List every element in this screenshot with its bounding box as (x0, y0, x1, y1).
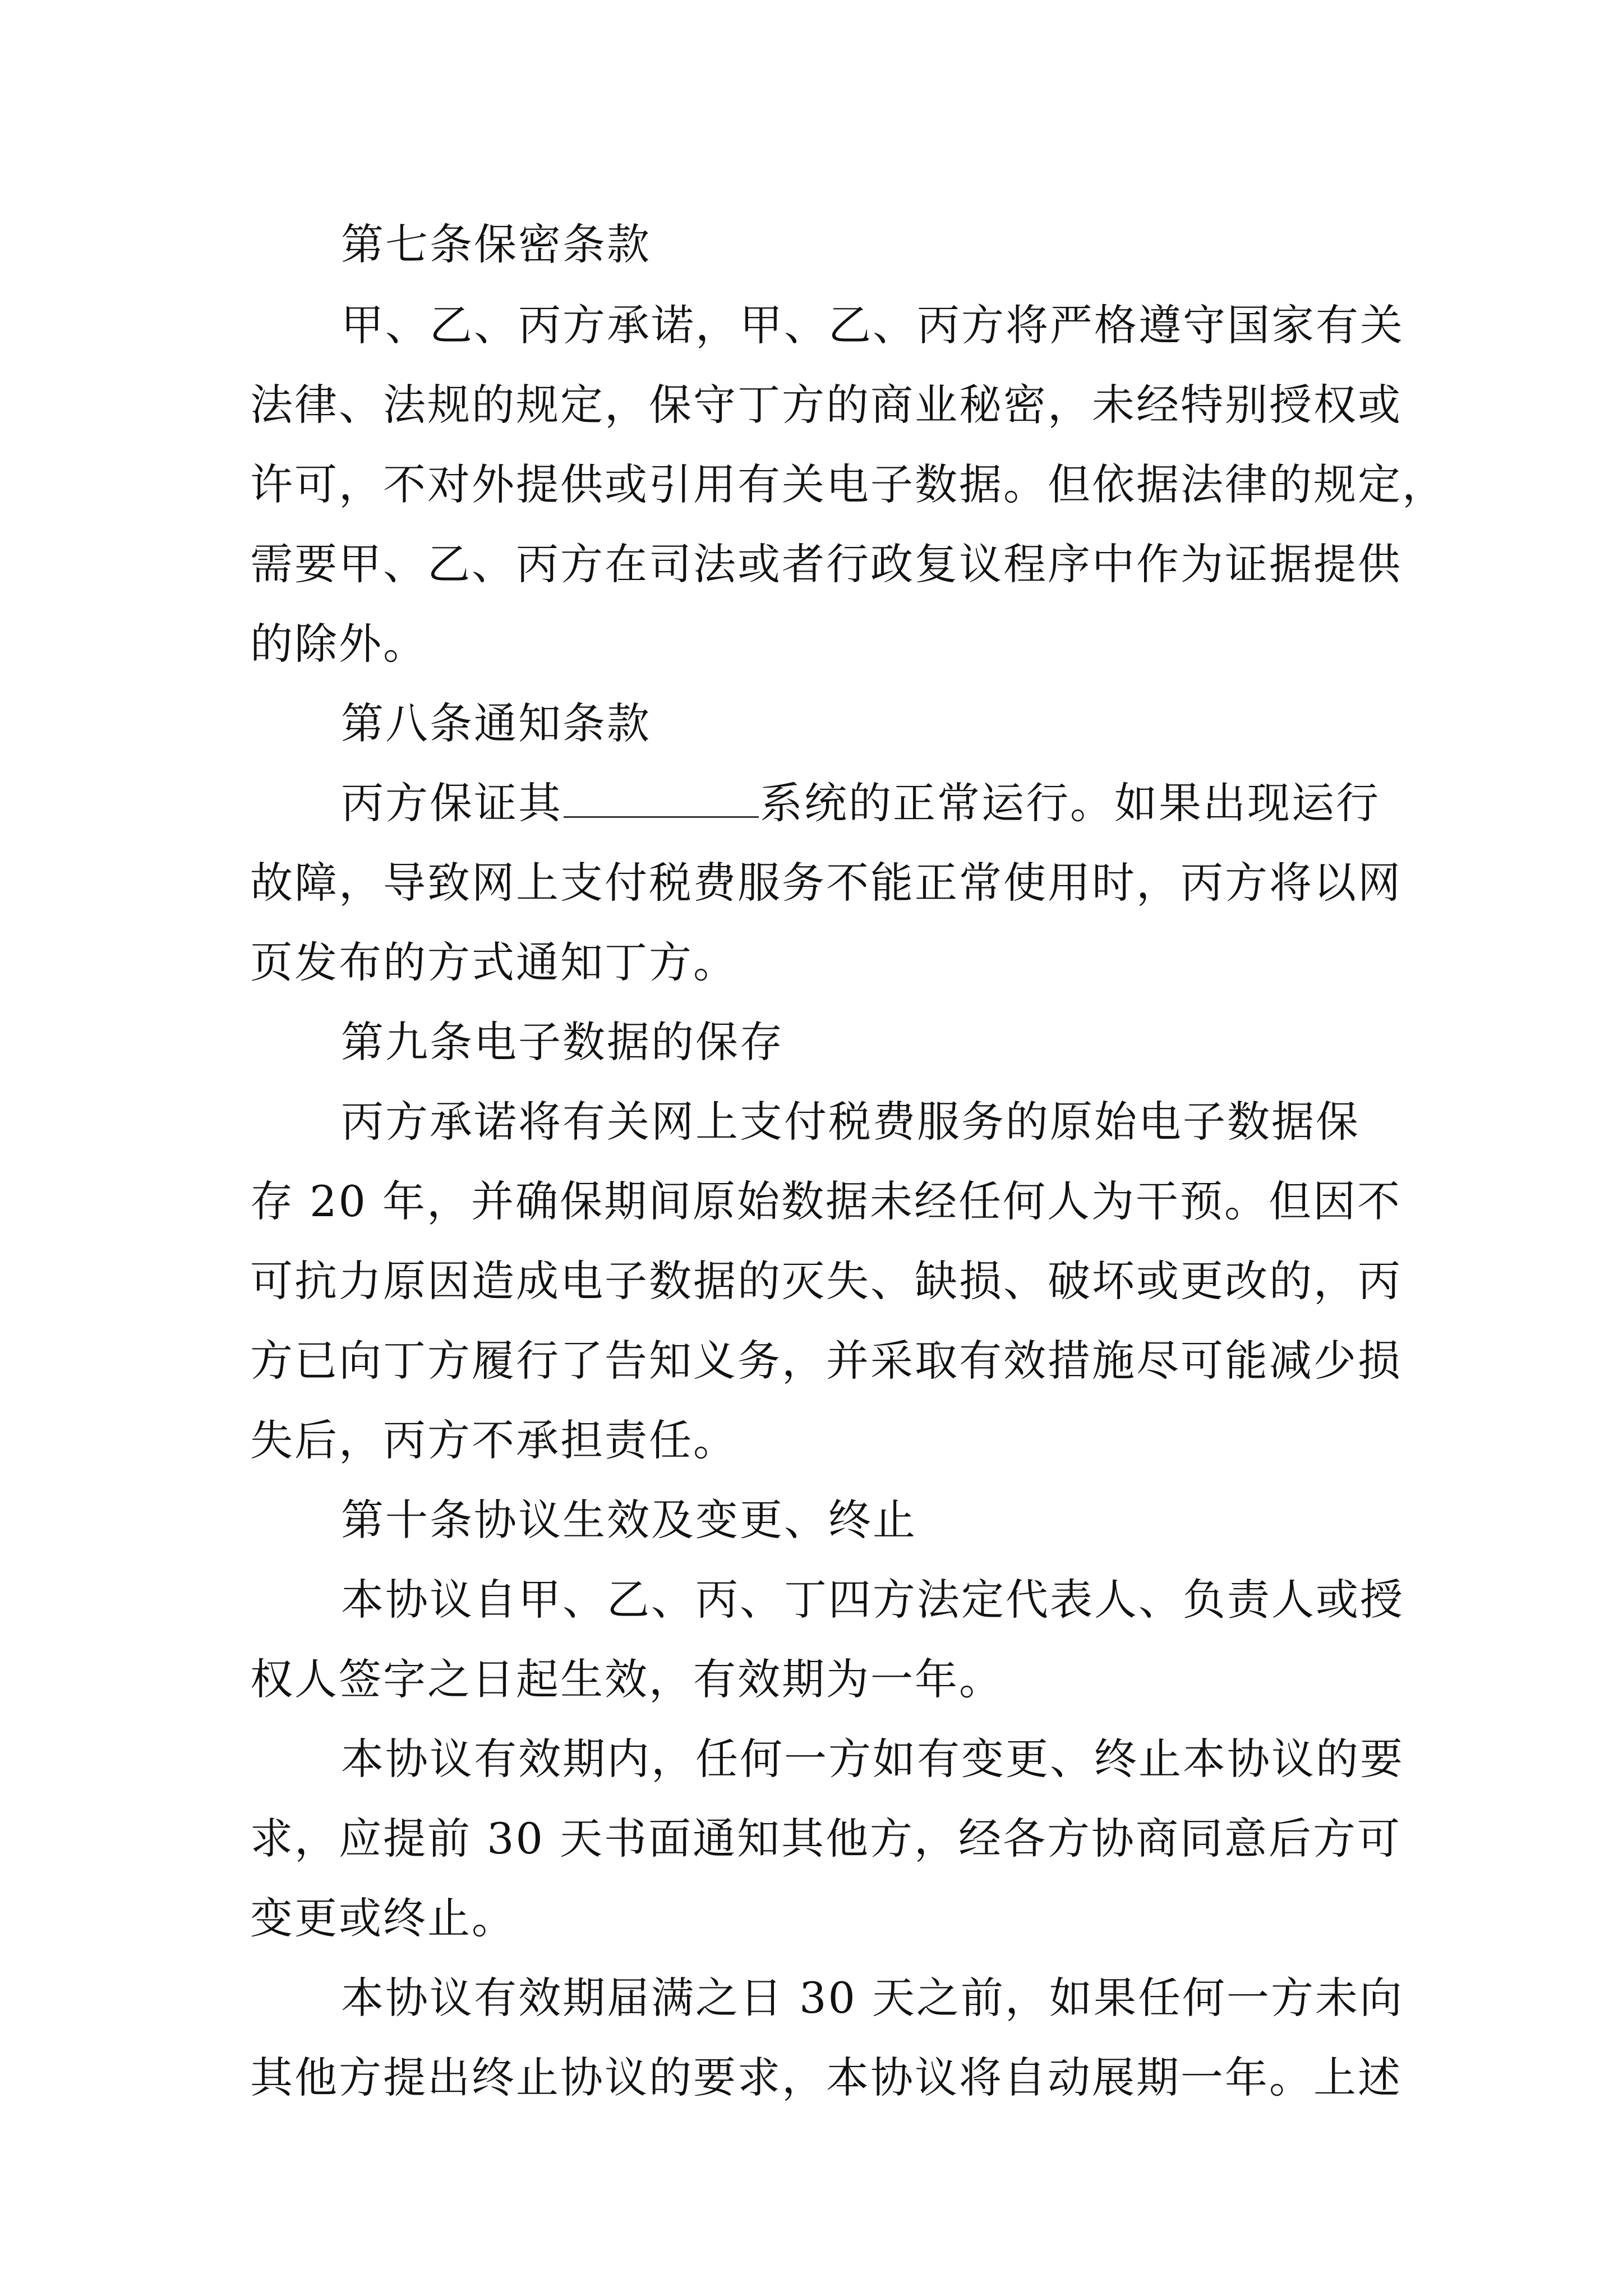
blank-prefix-text: 丙方保证其 (341, 778, 562, 828)
paragraph-line: 页发布的方式通知丁方。 (250, 937, 737, 987)
paragraph-line: 本协议自甲、乙、丙、丁四方法定代表人、负责人或授 (341, 1575, 1404, 1625)
paragraph-line: 丙方承诺将有关网上支付税费服务的原始电子数据保 (341, 1097, 1360, 1147)
paragraph-line: 可抗力原因造成电子数据的灭失、缺损、破坏或更改的，丙 (250, 1256, 1402, 1306)
section-heading-9: 第九条电子数据的保存 (341, 1017, 784, 1067)
paragraph-line: 权人签字之日起生效，有效期为一年。 (250, 1654, 1003, 1704)
paragraph-line: 其他方提出终止协议的要求，本协议将自动展期一年。上述 (250, 2053, 1402, 2102)
paragraph-line: 方已向丁方履行了告知义务，并采取有效措施尽可能减少损 (250, 1336, 1402, 1386)
paragraph-line: 故障，导致网上支付税费服务不能正常使用时，丙方将以网 (250, 858, 1402, 908)
paragraph-line: 存 20 年，并确保期间原始数据未经任何人为干预。但因不 (250, 1176, 1402, 1226)
section-heading-10: 第十条协议生效及变更、终止 (341, 1495, 917, 1545)
section-heading-7: 第七条保密条款 (341, 219, 651, 269)
paragraph-line: 求，应提前 30 天书面通知其他方，经各方协商同意后方可 (250, 1814, 1402, 1864)
paragraph-line: 本协议有效期届满之日 30 天之前，如果任何一方未向 (341, 1973, 1404, 2023)
paragraph-line: 许可，不对外提供或引用有关电子数据。但依据法律的规定， (250, 459, 1446, 509)
section-heading-8: 第八条通知条款 (341, 698, 651, 748)
fill-in-blank (564, 781, 759, 818)
paragraph-line: 失后，丙方不承担责任。 (250, 1415, 737, 1465)
paragraph-line-with-blank (341, 776, 1380, 830)
paragraph-line: 需要甲、乙、丙方在司法或者行政复议程序中作为证据提供 (250, 539, 1402, 589)
paragraph-line: 甲、乙、丙方承诺，甲、乙、丙方将严格遵守国家有关 (341, 300, 1404, 350)
paragraph-line: 法律、法规的规定，保守丁方的商业秘密，未经特别授权或 (250, 380, 1402, 430)
paragraph-line: 本协议有效期内，任何一方如有变更、终止本协议的要 (341, 1734, 1404, 1784)
blank-suffix-text: 系统的正常运行。如果出现运行 (760, 778, 1380, 828)
paragraph-line: 的除外。 (250, 619, 427, 669)
paragraph-line: 变更或终止。 (250, 1893, 516, 1943)
